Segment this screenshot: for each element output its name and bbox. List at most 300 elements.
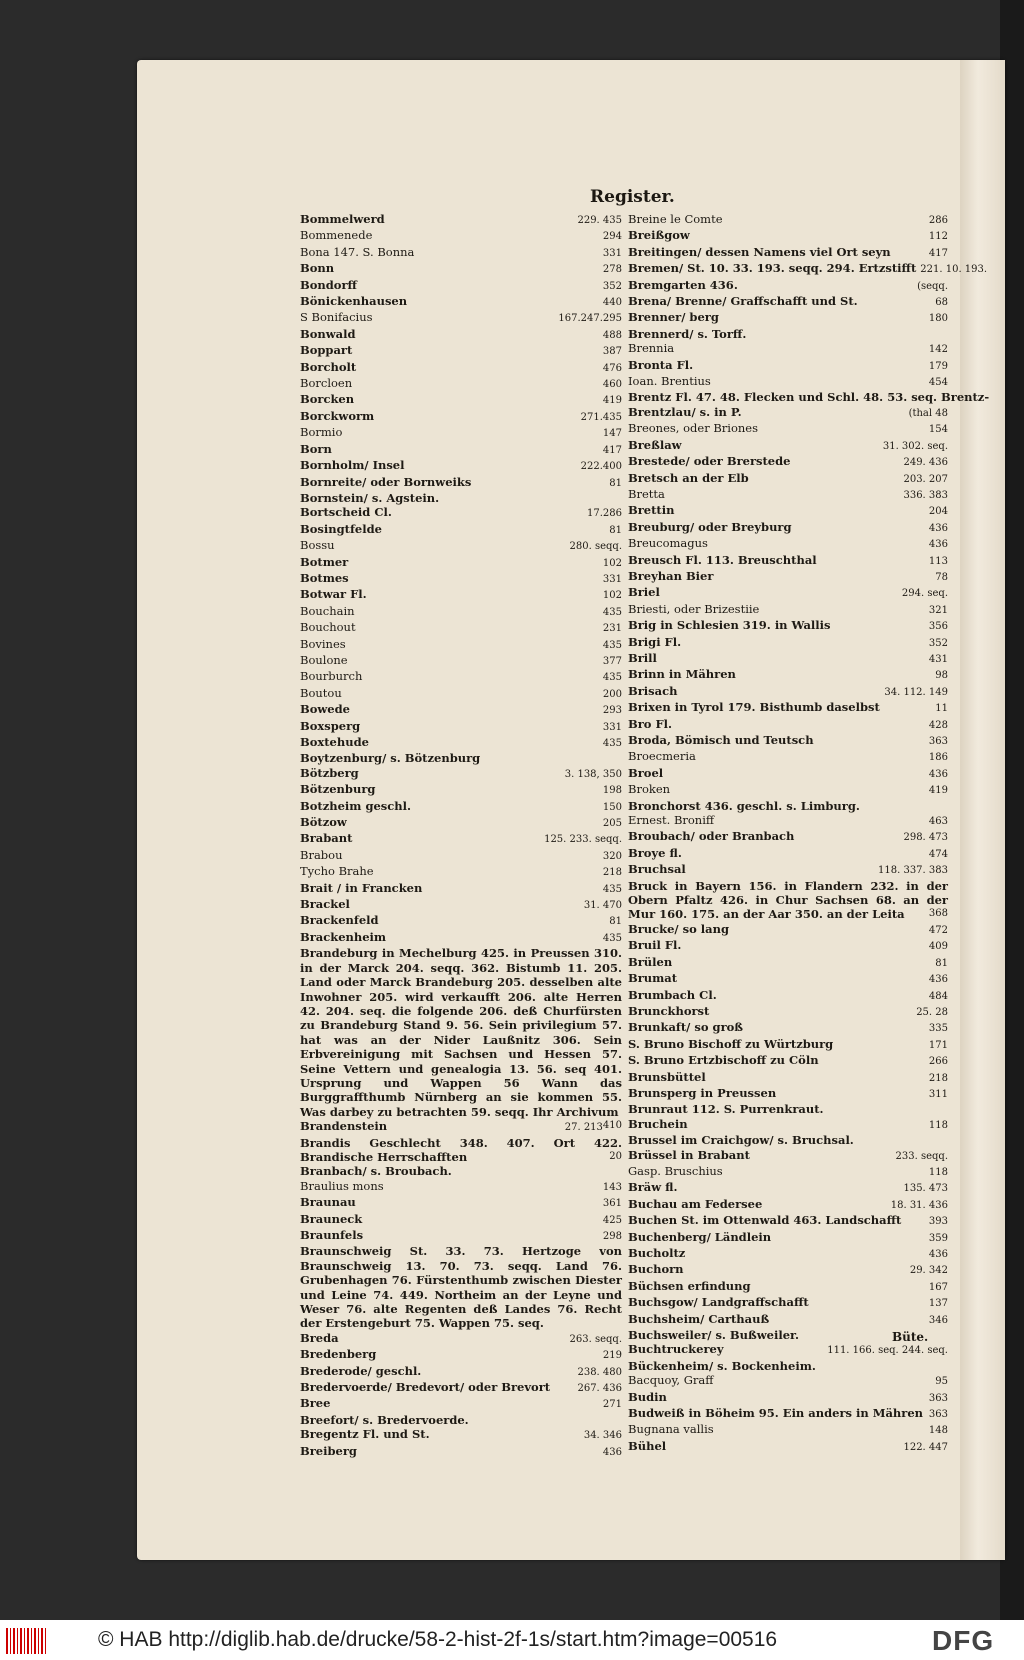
register-entry — [300, 587, 622, 603]
register-entry — [300, 442, 622, 458]
entry-term: Bondorff — [300, 277, 357, 292]
entry-term: Briesti, oder Brizestiie — [628, 601, 760, 616]
entry-term: Bremgarten 436. — [628, 277, 738, 292]
entry-term: Brill — [628, 650, 657, 665]
entry-ref: 419 — [928, 785, 948, 797]
entry-ref: 218 — [602, 867, 622, 879]
entry-term: Bonwald — [300, 326, 356, 341]
register-entry — [628, 1246, 948, 1262]
entry-term: Breiberg — [300, 1443, 357, 1458]
entry-ref: 102 — [602, 557, 622, 569]
entry-term: Braunfels — [300, 1228, 364, 1242]
entry-ref: 363 — [928, 1392, 948, 1404]
entry-ref: 331 — [602, 247, 622, 259]
register-entry — [628, 1312, 948, 1328]
entry-term: Brigi Fl. — [628, 634, 682, 649]
entry-ref: 387 — [602, 346, 622, 358]
entry-term: Boxsperg — [300, 718, 361, 733]
entry-ref: 167.247.295 — [558, 313, 622, 325]
entry-ref: 263. seqq. — [569, 1333, 622, 1345]
register-entry — [300, 555, 622, 571]
entry-ref: 17.286 — [587, 508, 622, 520]
entry-ref: 29. 342 — [909, 1265, 948, 1277]
register-entry — [628, 1295, 948, 1311]
register-entry — [300, 1444, 622, 1460]
register-entry — [628, 1390, 948, 1406]
register-entry — [628, 938, 948, 954]
entry-term: Borcken — [300, 392, 355, 407]
entry-term: Brennerd/ s. Torff. — [628, 326, 747, 341]
register-entry — [300, 522, 622, 538]
entry-term: Boppart — [300, 343, 353, 358]
register-entry — [300, 458, 622, 474]
entry-ref: 363 — [928, 736, 948, 747]
entry-ref: 222.400 — [580, 461, 622, 473]
entry-ref: 68 — [935, 297, 948, 309]
entry-ref: 200 — [602, 688, 622, 700]
register-entry — [628, 536, 948, 552]
register-entry — [628, 846, 948, 862]
entry-ref: 271 — [602, 1399, 622, 1411]
entry-term: Ernest. Broniff — [628, 813, 715, 828]
register-entry — [300, 702, 622, 718]
entry-term: Brunsbüttel — [628, 1069, 706, 1084]
register-entry — [300, 1413, 622, 1427]
register-entry — [628, 1373, 948, 1389]
entry-term: S Bonifacius — [300, 310, 373, 325]
register-entry — [628, 245, 948, 261]
register-entry — [300, 1380, 622, 1396]
entry-ref: 142 — [928, 344, 948, 356]
register-entry — [628, 438, 948, 454]
register-entry — [628, 1262, 948, 1278]
entry-ref: (thal 48 — [908, 407, 948, 419]
entry-ref: 150 — [602, 801, 622, 813]
entry-term: Breones, oder Briones — [628, 421, 759, 436]
register-entry — [628, 684, 948, 700]
entry-ref: 147 — [602, 428, 622, 440]
entry-term: Braulius mons — [300, 1178, 384, 1193]
register-entry — [628, 1359, 948, 1373]
entry-ref: 484 — [928, 990, 948, 1002]
entry-term: Boytzenburg/ s. Bötzenburg — [300, 751, 481, 766]
entry-term: Bruchein — [628, 1116, 688, 1131]
entry-ref: 113 — [928, 555, 948, 567]
register-entry — [628, 799, 948, 813]
entry-term: Brestede/ oder Brerstede — [628, 454, 791, 469]
entry-ref: 78 — [935, 571, 948, 583]
register-entry — [628, 228, 948, 244]
register-entry — [300, 409, 622, 425]
entry-ref: 81 — [609, 477, 622, 489]
register-entry — [300, 1228, 622, 1244]
entry-term: Brackenheim — [300, 929, 387, 944]
register-entry — [300, 1136, 622, 1165]
entry-term: Bossu — [300, 538, 335, 553]
register-entry — [300, 538, 622, 554]
entry-term: Brabou — [300, 847, 343, 862]
entry-ref: 435 — [602, 883, 622, 895]
entry-ref: 271.435 — [580, 411, 622, 423]
entry-ref: 463 — [928, 816, 948, 828]
register-entry — [628, 1180, 948, 1196]
register-entry — [628, 454, 948, 470]
register-entry — [300, 343, 622, 359]
entry-term: Bredervoerde/ Bredevort/ oder Brevort — [300, 1380, 551, 1395]
register-entry — [628, 1439, 948, 1455]
entry-ref: 102 — [602, 590, 622, 602]
entry-ref: 435 — [602, 606, 622, 618]
entry-term: Brackel — [300, 897, 350, 912]
entry-ref: 238. 480 — [577, 1366, 622, 1378]
register-entry — [628, 1230, 948, 1246]
entry-term: Buchsheim/ Carthauß — [628, 1311, 770, 1326]
entry-ref: 417 — [928, 247, 948, 259]
entry-term: Bretta — [628, 486, 665, 501]
entry-term: Breine le Comte — [628, 212, 723, 226]
register-entry — [628, 813, 948, 829]
entry-ref: 474 — [928, 848, 948, 860]
register-entry — [628, 553, 948, 569]
entry-term: Botmes — [300, 570, 349, 585]
register-entry — [300, 228, 622, 244]
entry-term: Brandenstein — [300, 1119, 388, 1134]
register-entry — [300, 294, 622, 310]
register-entry — [300, 425, 622, 441]
register-entry — [300, 491, 622, 505]
register-entry — [628, 1164, 948, 1180]
entry-term: Bruchsal — [628, 862, 686, 877]
register-entry — [300, 1212, 622, 1228]
entry-term: Boulone — [300, 652, 348, 667]
register-entry — [300, 571, 622, 587]
register-entry — [300, 719, 622, 735]
entry-term: Bronta Fl. — [628, 357, 694, 372]
entry-term: Bro Fl. — [628, 716, 672, 731]
entry-term: Brig in Schlesien 319. in Wallis — [628, 618, 831, 633]
entry-ref-inline: 410 — [602, 1120, 622, 1132]
entry-term: Bornreite/ oder Bornweiks — [300, 474, 472, 489]
entry-term: Broubach/ oder Branbach — [628, 829, 795, 844]
register-entry — [300, 310, 622, 326]
entry-term: Bredenberg — [300, 1347, 377, 1362]
register-entry — [628, 1197, 948, 1213]
register-entry — [300, 669, 622, 685]
register-entry — [300, 751, 622, 765]
entry-ref: 293 — [602, 705, 622, 717]
register-entry — [628, 341, 948, 357]
entry-term: Broel — [628, 765, 664, 780]
entry-term: Brumbach Cl. — [628, 987, 717, 1002]
entry-term: Buchsweiler/ s. Bußweiler. — [628, 1328, 800, 1343]
entry-ref: 118 — [928, 1119, 948, 1131]
register-entry — [300, 475, 622, 491]
entry-ref: 203. 207 — [903, 473, 948, 485]
register-entry — [628, 782, 948, 798]
register-entry — [300, 604, 622, 620]
entry-term: Breißgow — [628, 228, 690, 243]
register-entry — [628, 602, 948, 618]
register-entry — [300, 653, 622, 669]
register-entry — [300, 620, 622, 636]
entry-ref: 31. 302. seq. — [882, 440, 948, 452]
footer-copyright-link[interactable]: © HAB http://diglib.hab.de/drucke/58-2-hist-2f-1s/start.htm?image=00516 — [98, 1628, 778, 1651]
entry-term: Botzheim geschl. — [300, 798, 412, 813]
entry-ref: 231 — [602, 623, 622, 635]
entry-ref: 361 — [602, 1198, 622, 1210]
register-entry — [628, 261, 988, 277]
entry-ref: 31. 470 — [583, 900, 622, 912]
entry-term: Breßlaw — [628, 437, 682, 452]
entry-term: Bruck in Bayern 156. in Flandern 232. in der Obern Pfaltz 426. in Chur Sachsen 68. an der Mur 160. 175. an der Aar 350. an der Leita — [628, 878, 948, 922]
register-entry — [300, 1396, 622, 1412]
entry-term: Bräw fl. — [628, 1180, 678, 1195]
register-entry — [628, 733, 948, 749]
entry-term: Branbach/ s. Broubach. — [300, 1164, 452, 1179]
register-entry — [628, 294, 948, 310]
entry-ref: 321 — [928, 604, 948, 616]
entry-term: Bremen/ St. 10. 33. 193. seqq. 294. Ertzstifft — [628, 261, 917, 276]
entry-term: Brunsperg in Preussen — [628, 1085, 777, 1100]
register-entry — [628, 749, 948, 765]
register-entry — [300, 782, 622, 798]
entry-term: Bötzow — [300, 815, 347, 830]
entry-ref: 143 — [602, 1181, 622, 1193]
entry-ref: 135. 473 — [903, 1183, 948, 1195]
entry-ref: 81 — [935, 957, 948, 969]
entry-term: Bückenheim/ s. Bockenheim. — [628, 1358, 816, 1373]
entry-term: Buchsgow/ Landgraffschafft — [628, 1295, 809, 1310]
entry-term: Bacquoy, Graff — [628, 1373, 714, 1388]
register-entry — [300, 392, 622, 408]
entry-ref: 95 — [935, 1376, 948, 1388]
register-entry — [628, 717, 948, 733]
entry-term: Braunau — [300, 1195, 356, 1210]
entry-term: Tycho Brahe — [300, 864, 374, 879]
entry-term: Brait / in Francken — [300, 880, 423, 895]
entry-ref: 436 — [928, 974, 948, 986]
entry-term: Bosingtfelde — [300, 521, 382, 536]
entry-term: Bötzberg — [300, 765, 359, 780]
entry-term: Brülen — [628, 954, 673, 969]
dfg-logo: DFG — [932, 1625, 995, 1656]
entry-ref: 417 — [602, 444, 622, 456]
register-entry — [300, 505, 622, 521]
footer-bar — [0, 1620, 1024, 1660]
entry-term: Brumat — [628, 971, 678, 986]
entry-ref: 125. 233. seqq. — [544, 834, 622, 846]
entry-term: Bommenede — [300, 228, 373, 243]
entry-term: Breuburg/ oder Breyburg — [628, 519, 792, 534]
entry-ref: 118 — [928, 1166, 948, 1178]
entry-term: Bregentz Fl. und St. — [300, 1427, 430, 1442]
register-entry — [628, 374, 948, 390]
entry-term: Brixen in Tyrol 179. Bisthumb daselbst — [628, 700, 880, 715]
entry-term: Bouchain — [300, 603, 355, 618]
entry-term: Brunkaft/ so groß — [628, 1020, 744, 1035]
entry-ref: 346 — [928, 1314, 948, 1326]
entry-ref: 3. 138, 350 — [564, 768, 622, 780]
entry-ref: 111. 166. seq. 244. seq. — [827, 1345, 948, 1357]
entry-term: Buchorn — [628, 1262, 684, 1277]
entry-term: Bourburch — [300, 669, 363, 684]
entry-ref: 320 — [602, 850, 622, 862]
register-entry — [628, 1117, 948, 1133]
entry-term: Brandis Geschlecht 348. 407. Ort 422. Brandische Herrschafften — [300, 1135, 622, 1164]
entry-ref: 436 — [928, 522, 948, 534]
register-entry — [628, 1148, 948, 1164]
entry-ref: 167 — [928, 1281, 948, 1293]
entry-term: Brucke/ so lang — [628, 921, 730, 936]
entry-term: Bowede — [300, 702, 350, 717]
register-entry — [300, 799, 622, 815]
register-entry — [300, 735, 622, 751]
entry-term: Bortscheid Cl. — [300, 505, 392, 520]
register-entry — [300, 848, 622, 864]
register-entry — [628, 1004, 948, 1020]
entry-term: Botwar Fl. — [300, 587, 367, 602]
page-fold — [960, 60, 1005, 1560]
entry-ref: 154 — [928, 424, 948, 436]
entry-ref: 409 — [928, 941, 948, 953]
entry-ref: 171 — [928, 1039, 948, 1051]
entry-term: Budweiß in Böheim 95. Ein anders in Mähren — [628, 1406, 924, 1421]
entry-ref: 98 — [935, 670, 948, 682]
register-entry — [300, 897, 622, 913]
entry-ref: 218 — [928, 1072, 948, 1084]
entry-term: Bommelwerd — [300, 212, 385, 226]
entry-term: Büchsen erfindung — [628, 1278, 751, 1293]
register-entry — [628, 1342, 948, 1358]
register-entry — [628, 1070, 948, 1086]
entry-ref: 454 — [928, 377, 948, 389]
entry-term: Bugnana vallis — [628, 1422, 714, 1437]
entry-term: Broda, Bömisch und Teutsch — [628, 733, 814, 747]
entry-term: Brussel im Craichgow/ s. Bruchsal. — [628, 1133, 854, 1148]
register-entry — [300, 1364, 622, 1380]
entry-term: Bötzenburg — [300, 782, 376, 797]
entry-term: Borckworm — [300, 408, 375, 423]
entry-term: Bönickenhausen — [300, 294, 408, 309]
register-entry — [628, 585, 948, 601]
entry-term: Braunschweig St. 33. 73. Hertzoge von Braunschweig 13. 70. 73. seqq. Land 76. Grubenhagen 76. Fürstenthumb zwischen Diester und Leine 74. 449. Northeim an der Leyne und Weser 76. alte Regenten deß Landes 76. Recht der Erstengeburt 75. Wappen 75. seq. — [300, 1244, 622, 1331]
register-entry — [300, 261, 622, 277]
register-entry — [300, 637, 622, 653]
register-entry — [628, 520, 948, 536]
register-entry — [628, 1053, 948, 1069]
register-entry — [628, 569, 948, 585]
register-entry — [300, 278, 622, 294]
entry-term: Buchen St. im Ottenwald 463. Landschafft — [628, 1213, 902, 1228]
register-entry — [628, 618, 948, 634]
entry-ref: 436 — [928, 768, 948, 780]
register-entry — [628, 471, 948, 487]
register-column-right — [628, 212, 990, 1455]
entry-term: Ioan. Brentius — [628, 374, 711, 389]
register-entry — [300, 1119, 603, 1135]
register-entry — [628, 879, 948, 922]
register-entry — [628, 1037, 948, 1053]
entry-term: Brentzlau/ s. in P. — [628, 404, 742, 419]
entry-ref: 18. 31. 436 — [890, 1199, 948, 1211]
entry-term: Bornstein/ s. Agstein. — [300, 490, 440, 505]
entry-ref: 118. 337. 383 — [878, 865, 948, 877]
entry-ref: 436 — [928, 1249, 948, 1260]
register-entry — [628, 310, 948, 326]
register-entry — [628, 971, 948, 987]
register-entry — [628, 1279, 948, 1295]
entry-ref: 352 — [602, 280, 622, 292]
register-entry — [628, 862, 948, 878]
entry-ref: 34. 112. 149 — [884, 686, 948, 698]
entry-ref: 363 — [928, 1409, 948, 1421]
entry-ref: 81 — [609, 916, 622, 928]
register-entry — [628, 955, 948, 971]
register-entry — [628, 1133, 948, 1147]
register-entry — [628, 358, 948, 374]
entry-ref: 221. 10. 193. — [920, 264, 988, 276]
entry-term: Brackenfeld — [300, 913, 379, 928]
entry-ref: 233. seqq. — [895, 1150, 948, 1162]
entry-term: Breda — [300, 1330, 339, 1345]
entry-ref: 377 — [602, 655, 622, 667]
register-entry — [628, 278, 948, 294]
entry-ref: 472 — [928, 924, 948, 936]
register-entry — [300, 831, 622, 847]
entry-term: Botmer — [300, 554, 349, 569]
entry-ref: 435 — [602, 738, 622, 749]
entry-ref: 435 — [602, 672, 622, 684]
register-entry — [628, 390, 990, 405]
entry-ref: 359 — [928, 1232, 948, 1244]
entry-ref: 267. 436 — [577, 1383, 622, 1395]
entry-term: Bovines — [300, 636, 346, 651]
entry-ref: 249. 436 — [903, 457, 948, 469]
entry-term: Brandeburg in Mechelburg 425. in Preussen 310. in der Marck 204. seqq. 362. Bistumb 11. 205. Land oder Marck Brandeburg 205. desselben alte Inwohner 205. wird verkaufft 206. alte Herren 42. 204. seq. die folgende 206. deß Churfürsten zu Brandeburg Stand 9. 56. Sein privilegium 57. hat was an der Nider Laußnitz 306. Sein Erbvereinigung mit Sachsen und Hessen 57. Seine Vettern und genealogia 13. 56. seq 401. Ursprung und Wappen 56 Wann das Burggraffthumb Nürnberg an sie kommen 55. Was darbey zu betrachten 59. seqq. Ihr Archivum — [300, 946, 622, 1119]
entry-ref: 298 — [602, 1231, 622, 1242]
entry-ref: 11 — [935, 703, 948, 715]
register-entry — [300, 212, 622, 228]
entry-term: Brüssel in Brabant — [628, 1147, 750, 1162]
entry-term: Boxtehude — [300, 735, 369, 749]
register-entry — [628, 487, 948, 503]
entry-term: Brunraut 112. S. Purrenkraut. — [628, 1102, 824, 1117]
entry-term: Bronchorst 436. geschl. s. Limburg. — [628, 798, 860, 813]
entry-term: Breucomagus — [628, 536, 708, 551]
entry-ref: 266 — [928, 1056, 948, 1068]
entry-term: Bonn — [300, 261, 335, 276]
register-entry — [628, 212, 948, 228]
entry-ref: 198 — [602, 785, 622, 797]
entry-term: Brena/ Brenne/ Graffschafft und St. — [628, 294, 858, 309]
register-entry — [628, 1102, 948, 1116]
register-entry — [300, 930, 622, 946]
register-entry — [628, 1422, 948, 1438]
entry-term: Bormio — [300, 425, 343, 440]
register-entry — [300, 864, 622, 880]
register-entry — [300, 881, 622, 897]
entry-ref: 331 — [602, 573, 622, 585]
register-entry — [300, 1179, 622, 1195]
entry-term: S. Bruno Bischoff zu Würtzburg — [628, 1036, 834, 1051]
entry-term: Broecmeria — [628, 749, 696, 764]
register-entry — [628, 405, 948, 421]
hab-barcode-icon — [6, 1628, 46, 1654]
entry-term: Borcholt — [300, 359, 357, 374]
entry-ref: 280. seqq. — [569, 541, 622, 553]
entry-ref: 180 — [928, 313, 948, 325]
register-entry — [300, 686, 622, 702]
